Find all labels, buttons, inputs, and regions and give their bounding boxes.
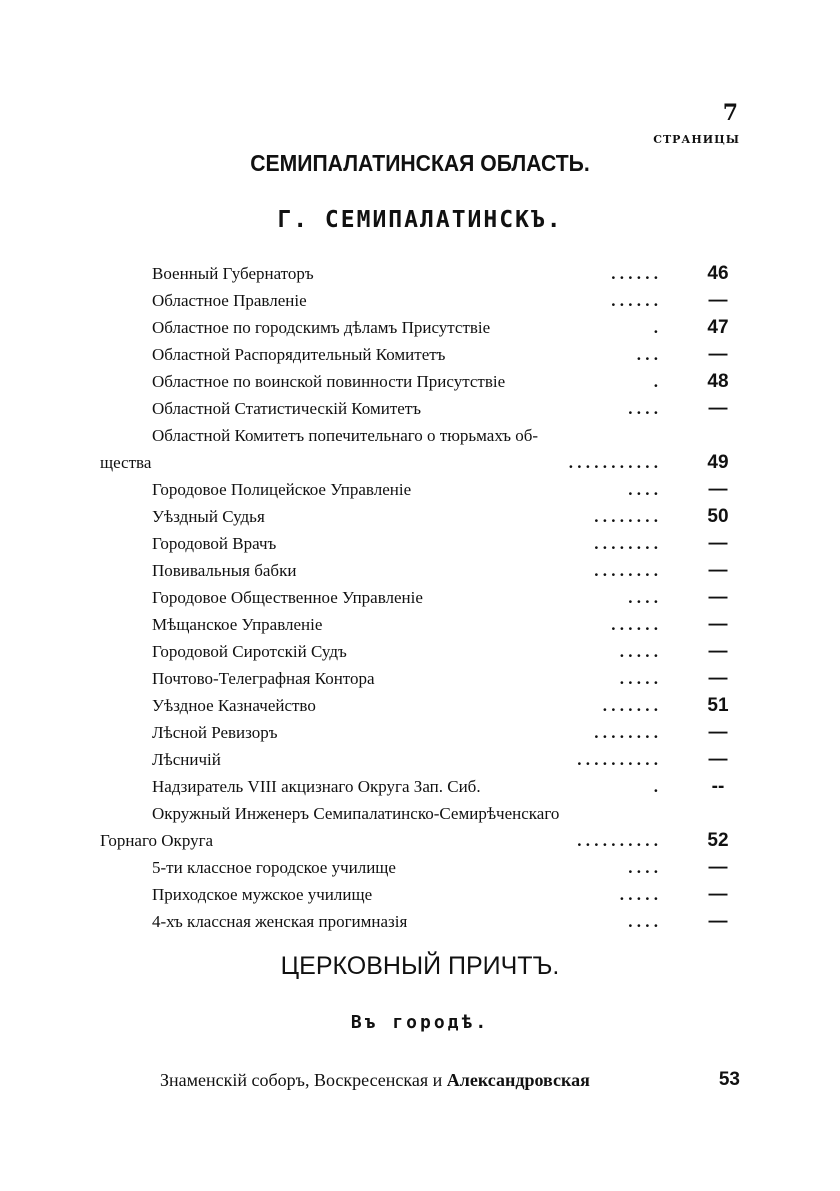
- entry-leader: .: [653, 372, 658, 391]
- entry-leader: . . . . . . . .: [594, 507, 658, 526]
- list-item: [100, 530, 740, 557]
- entry-label: 4-хъ классная женская прогимназія: [152, 912, 408, 931]
- entry-label: Городовое Полицейское Управленіе: [152, 480, 412, 499]
- entry-page: 52: [707, 830, 729, 851]
- entry-leader: . . . . . .: [611, 264, 658, 283]
- list-item: [100, 395, 740, 422]
- entry-page: —: [708, 884, 728, 905]
- entries-list: [100, 260, 740, 935]
- entry-leader: .: [653, 318, 658, 337]
- entry-page: —: [708, 479, 728, 500]
- entry-label: Окружный Инженеръ Семипалатинско-Семирѣченскаго: [152, 804, 560, 823]
- entry-page: —: [708, 290, 728, 311]
- entry-label: Городовой Сиротскій Судъ: [152, 642, 347, 661]
- list-item: [100, 665, 740, 692]
- entry-page: --: [711, 776, 725, 797]
- entry-page: —: [708, 587, 728, 608]
- entry-page: —: [708, 911, 728, 932]
- list-item: [100, 854, 740, 881]
- entry-label: Почтово-Телеграфная Контора: [152, 669, 375, 688]
- entry-label-bold: Александровская: [446, 1070, 590, 1090]
- list-item: [100, 314, 740, 341]
- entry-page: 49: [707, 452, 729, 473]
- list-item: [100, 287, 740, 314]
- entry-label: щества: [100, 453, 152, 472]
- entry-leader: . . . . . . . .: [594, 534, 658, 553]
- list-item: [100, 800, 740, 827]
- entry-label: 5-ти классное городское училище: [152, 858, 396, 877]
- list-item: [100, 773, 740, 800]
- entry-leader: . . . .: [628, 399, 658, 418]
- entry-page: —: [708, 668, 728, 689]
- entry-page: —: [708, 344, 728, 365]
- entry-leader: . . . . . . . .: [594, 561, 658, 580]
- entry-label: Повивальныя бабки: [152, 561, 297, 580]
- list-item: [100, 908, 740, 935]
- entry-page: —: [708, 641, 728, 662]
- entry-leader: . . . .: [628, 858, 658, 877]
- list-item: [100, 692, 740, 719]
- entry-label: Надзиратель VIII акцизнаго Округа Зап. Сиб.: [152, 777, 481, 796]
- entry-leader: .: [653, 777, 658, 796]
- entry-leader: . . . . . .: [611, 615, 658, 634]
- entry-page: 46: [707, 263, 729, 284]
- list-item: [100, 584, 740, 611]
- entry-label: Уѣздное Казначейство: [152, 696, 316, 715]
- list-item: [100, 422, 740, 449]
- entry-label: Мѣщанское Управленіе: [152, 615, 323, 634]
- region-title: СЕМИПАЛАТИНСКАЯ ОБЛАСТЬ.: [250, 150, 590, 176]
- entry-leader: . . . . . . .: [602, 696, 658, 715]
- entry-leader: . . . . .: [619, 669, 658, 688]
- entry-label: Военный Губернаторъ: [152, 264, 314, 283]
- entry-page: 51: [707, 695, 729, 716]
- entry-label: Знаменскій соборъ, Воскресенская и: [160, 1070, 443, 1090]
- entry-page: 47: [707, 317, 729, 338]
- entry-leader: . . . . . . . . . .: [577, 750, 658, 769]
- entry-leader: . . . .: [628, 588, 658, 607]
- entry-label: Областное по воинской повинности Присутствіе: [152, 372, 506, 391]
- entry-label: Лѣсной Ревизоръ: [152, 723, 278, 742]
- entry-label: Областной Комитетъ попечительнаго о тюрьмахъ об-: [152, 426, 539, 445]
- entry-label: Областной Распорядительный Комитетъ: [152, 345, 446, 364]
- entry-label: Лѣсничій: [152, 750, 221, 769]
- list-item: [100, 503, 740, 530]
- list-item: [100, 746, 740, 773]
- church-subsection-title: Въ городѣ.: [350, 1012, 490, 1033]
- entry-label: Уѣздный Судья: [152, 507, 265, 526]
- entry-page: —: [708, 533, 728, 554]
- entry-label: Городовое Общественное Управленіе: [152, 588, 423, 607]
- entry-label: Областной Статистическій Комитетъ: [152, 399, 422, 418]
- entry-leader: . . . . . .: [611, 291, 658, 310]
- entry-leader: . . . . .: [619, 642, 658, 661]
- entry-page: —: [708, 614, 728, 635]
- entry-leader: . . .: [636, 345, 658, 364]
- entry-page: —: [708, 857, 728, 878]
- list-item: [100, 341, 740, 368]
- entry-leader: . . . . . . . . . .: [577, 831, 658, 850]
- entry-page: 50: [707, 506, 729, 527]
- entry-leader: . . . . . . . . . . .: [568, 453, 658, 472]
- entry-label: Городовой Врачъ: [152, 534, 277, 553]
- entry-page: 48: [707, 371, 729, 392]
- entry-label: Приходское мужское училище: [152, 885, 373, 904]
- entry-page: —: [708, 560, 728, 581]
- entry-page: —: [708, 398, 728, 419]
- list-item: [100, 611, 740, 638]
- list-item: [100, 368, 740, 395]
- entry-label: Областное Правленіе: [152, 291, 307, 310]
- entry-leader: . . . . . . . .: [594, 723, 658, 742]
- list-item: [100, 827, 740, 854]
- entry-page: —: [708, 722, 728, 743]
- list-item: [160, 1066, 740, 1094]
- city-title: Г. СЕМИПАЛАТИНСКЪ.: [277, 207, 563, 233]
- list-item: [100, 476, 740, 503]
- list-item: [100, 449, 740, 476]
- entry-leader: . . . .: [628, 480, 658, 499]
- entry-label: Горнаго Округа: [100, 831, 214, 850]
- entry-page: —: [708, 749, 728, 770]
- entry-leader: . . . .: [628, 912, 658, 931]
- list-item: [100, 260, 740, 287]
- list-item: [100, 638, 740, 665]
- page-column-label: СТРАНИЦЫ: [653, 133, 740, 146]
- entry-label: Областное по городскимъ дѣламъ Присутствіе: [152, 318, 491, 337]
- list-item: [100, 557, 740, 584]
- list-item: [100, 719, 740, 746]
- list-item: [100, 881, 740, 908]
- entry-leader: . . . . .: [619, 885, 658, 904]
- entry-page: 53: [718, 1069, 740, 1090]
- page-number: 7: [722, 100, 738, 126]
- church-section-title: ЦЕРКОВНЫЙ ПРИЧТЪ.: [280, 952, 560, 980]
